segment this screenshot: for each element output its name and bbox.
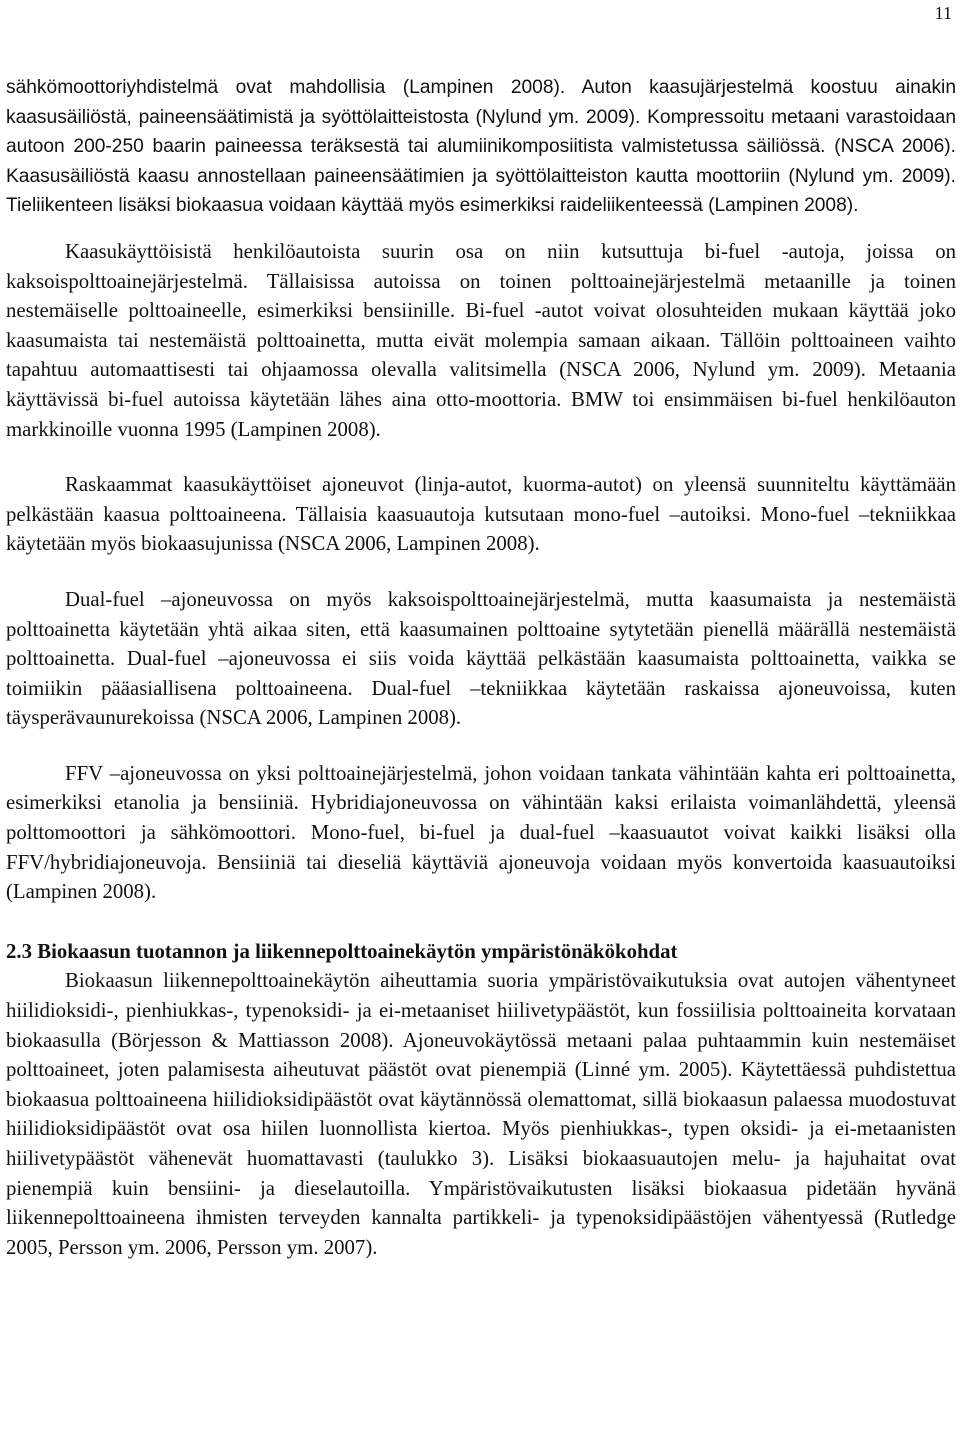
page-number: 11 <box>934 3 952 23</box>
paragraph-mono-fuel: Raskaammat kaasukäyttöiset ajoneuvot (linja-autot, kuorma-autot) on yleensä suunniteltu käyttämään pelkästään kaasua polttoaineena. Tällaisia kaasuautoja kutsutaan mono-fuel –autoiksi. Mono-fuel –tekniikkaa käytetään myös biokaasujunissa (NSCA 2006, Lampinen 2008). <box>6 473 956 556</box>
paragraph-environmental-aspects: Biokaasun liikennepolttoainekäytön aiheuttamia suoria ympäristövaikutuksia ovat autojen vähentyneet hiilidioksidi-, pienhiukkas-, typenoksidi- ja ei-metaaniset hiilivetypäästöt, kun fossiilisia polttoaineita korvataan biokaasulla (Börjesson & Mattiasson 2008). Ajoneuvokäytössä metaani palaa puhtaammin kuin nestemäiset polttoaineet, joten palamisesta aiheutuvat päästöt ovat pienempiä (Linné ym. 2005). Käytettäessä puhdistettua biokaasua polttoaineena hiilidioksidipäästöt ovat käytännössä olemattomat, sillä biokaasun palaessa muodostuvat hiilidioksidipäästöt ovat osa hiilen luonnollista kiertoa. Myös pienhiukkas-, typen oksidi- ja ei-metaanisten hiilivetypäästöt vähenevät huomattavasti (taulukko 3). Lisäksi biokaasuautojen melu- ja hajuhaitat ovat pienempiä kuin bensiini- ja dieselautoilla. Ympäristövaikutusten lisäksi biokaasua pidetään hyvänä liikennepolttoaineena ihmisten terveyden kannalta partikkeli- ja typenoksidipäästöjen vähentyessä (Rutledge 2005, Persson ym. 2006, Persson ym. 2007). <box>6 969 956 1259</box>
paragraph-ffv-hybrid: FFV –ajoneuvossa on yksi polttoainejärjestelmä, johon voidaan tankata vähintään kahta eri polttoainetta, esimerkiksi etanolia ja bensiiniä. Hybridiajoneuvossa on vähintään kaksi erilaista voimanlähdettä, yleensä polttomoottori ja sähkömoottori. Mono-fuel, bi-fuel ja dual-fuel –kaasuautot voivat kaikki lisäksi olla FFV/hybridiajoneuvoja. Bensiiniä tai dieseliä käyttäviä ajoneuvoja voidaan myös konvertoida kaasuautoiksi (Lampinen 2008). <box>6 761 956 904</box>
paragraph-gas-system: sähkömoottoriyhdistelmä ovat mahdollisia (Lampinen 2008). Auton kaasujärjestelmä koostuu ainakin kaasusäiliöstä, paineensäätimistä ja syöttölaitteistosta (Nylund ym. 2009). Kompressoitu metaani varastoidaan autoon 200-250 baarin paineessa teräksestä tai alumiinikomposiitista valmistetussa säiliössä. (NSCA 2006). Kaasusäiliöstä kaasu annostellaan paineensäätimien ja syöttölaitteiston kautta moottoriin (Nylund ym. 2009). Tieliikenteen lisäksi biokaasua voidaan käyttää myös esimerkiksi raideliikenteessä (Lampinen 2008). <box>6 77 956 217</box>
paragraph-bi-fuel: Kaasukäyttöisistä henkilöautoista suurin osa on niin kutsuttuja bi-fuel -autoja, joissa on kaksoispolttoainejärjestelmä. Tällaisissa autoissa on toinen polttoainejärjestelmä metaanille ja toinen nestemäiselle polttoaineelle, esimerkiksi bensiinille. Bi-fuel -autot voivat olosuhteiden mukaan käyttää joko kaasumaista tai nestemäistä polttoainetta, mutta eivät molempia samaan aikaan. Tällöin polttoaineen vaihto tapahtuu automaattisesti tai ohjaamossa olevalla valitsimella (NSCA 2006, Nylund ym. 2009). Metaania käyttävissä bi-fuel autoissa käytetään lähes aina otto-moottoria. BMW toi ensimmäisen bi-fuel henkilöauton markkinoille vuonna 1995 (Lampinen 2008). <box>6 239 956 441</box>
section-heading: 2.3 Biokaasun tuotannon ja liikennepolttoainekäytön ympäristönäkökohdat <box>6 939 678 963</box>
paragraph-dual-fuel: Dual-fuel –ajoneuvossa on myös kaksoispolttoainejärjestelmä, mutta kaasumaista ja nestemäistä polttoainetta käytetään yhtä aikaa siten, että kaasumainen polttoaine sytytetään pienellä määrällä nestemäistä polttoainetta. Dual-fuel –ajoneuvossa ei siis voida käyttää pelkästään kaasumaista polttoainetta, vaikka se toimiikin pääasiallisena polttoaineena. Dual-fuel –tekniikkaa käytetään raskaissa ajoneuvoissa, kuten täysperävaunurekoissa (NSCA 2006, Lampinen 2008). <box>6 587 956 730</box>
body-text <box>6 73 956 1262</box>
